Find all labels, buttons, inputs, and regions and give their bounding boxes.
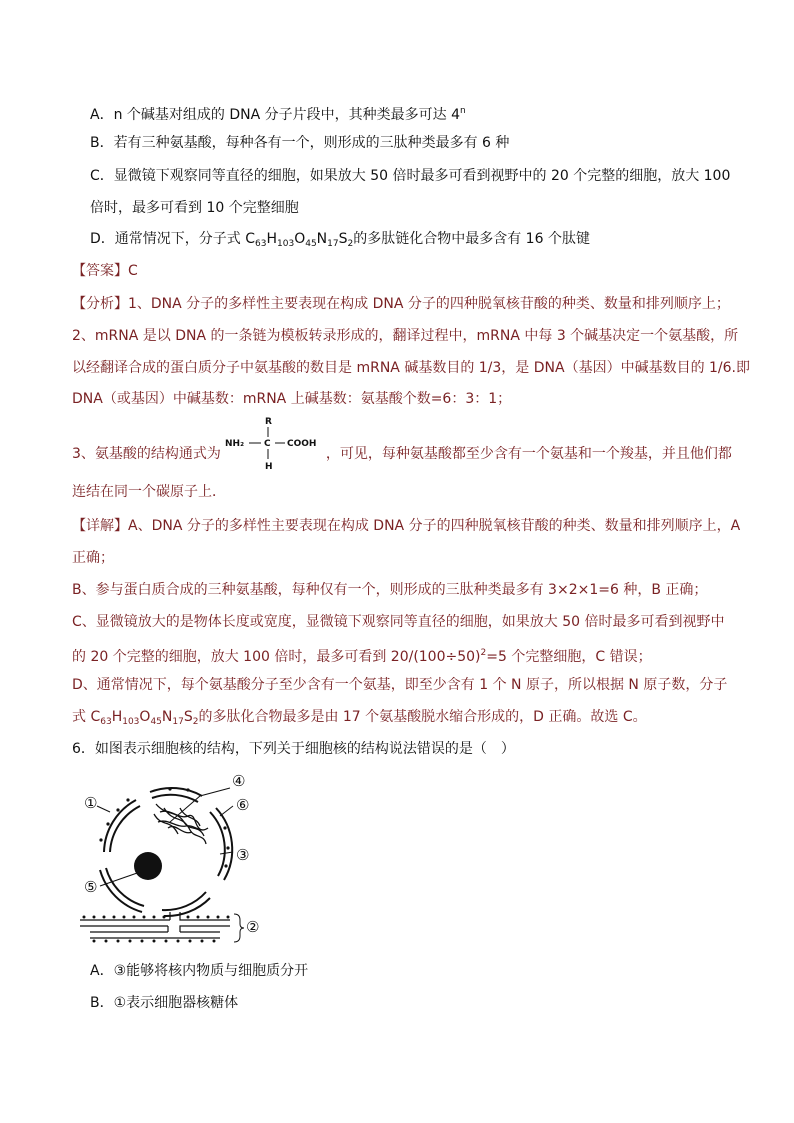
detail-line-4: C、显微镜放大的是物体长度或宽度，显微镜下观察同等直径的细胞，如果放大 50 倍时最多可看到视野中: [72, 614, 725, 630]
option-a: A．n 个碱基对组成的 DNA 分子片段中，其种类最多可达 4$^n$: [90, 106, 466, 123]
answer-line: 【答案】C: [72, 263, 138, 279]
er-brace: [234, 914, 244, 942]
nucleus-diagram: [70, 768, 270, 943]
label-2: ②: [246, 918, 260, 936]
structure-nh2: NH₂: [225, 439, 245, 449]
question-6-stem: 6．如图表示细胞核的结构，下列关于细胞核的结构说法错误的是（ ）: [72, 741, 515, 757]
detail-line-7: 式 $C_{63}H_{103}O_{45}N_{17}S_2$的多肽化合物最多是由 17 个氨基酸脱水缩合形成的，D 正确。故选 C。: [72, 709, 647, 727]
q6-option-b: B．①表示细胞器核糖体: [90, 995, 239, 1011]
analysis-line-3: 以经翻译合成的蛋白质分子中氨基酸的数目是 mRNA 碱基数目的 1/3，是 DNA（基因）中碱基数目的 1/6.即: [72, 360, 751, 376]
chromatin: [154, 804, 208, 844]
option-b: B．若有三种氨基酸，每种各有一个，则形成的三肽种类最多有 6 种: [90, 135, 510, 151]
analysis-line-1: 【分析】1、DNA 分子的多样性主要表现在构成 DNA 分子的四种脱氧核苷酸的种类、数量和排列顺序上；: [72, 296, 730, 312]
label-3: ③: [236, 846, 250, 864]
detail-line-5: 的 20 个完整的细胞，放大 100 倍时，最多可看到 $20/(100\div 50)^2=5$ 个完整细胞，C 错误；: [72, 648, 652, 665]
structure-c: C: [264, 439, 271, 449]
structure-cooh: COOH: [287, 439, 317, 449]
label-5: ⑤: [84, 878, 98, 896]
nuclear-envelope: [100, 788, 232, 916]
detail-line-3: B、参与蛋白质合成的三种氨基酸，每种仅有一个，则形成的三肽种类最多有 3×2×1=6 种，B 正确；: [72, 582, 708, 598]
envelope-ribosomes: [99, 787, 229, 867]
leader-lines: [97, 788, 233, 886]
detail-line-1: 【详解】A、DNA 分子的多样性主要表现在构成 DNA 分子的四种脱氧核苷酸的种类、数量和排列顺序上，A: [72, 518, 741, 534]
analysis-line-5: 3、氨基酸的结构通式为 R NH₂ C COOH H ，可见，每种氨基酸都至少含有一个氨基和一个羧基，并且他们都: [72, 434, 732, 474]
label-6: ⑥: [236, 796, 250, 814]
structure-h: H: [265, 462, 273, 472]
analysis-line-4: DNA（或基因）中碱基数：mRNA 上碱基数：氨基酸个数=6：3：1；: [72, 391, 512, 407]
option-c-line2: 倍时，最多可看到 10 个完整细胞: [90, 200, 299, 216]
option-d: D．通常情况下，分子式 $C_{63}H_{103}O_{45}N_{17}S_2$的多肽链化合物中最多含有 16 个肽键: [90, 231, 590, 249]
label-1: ①: [84, 794, 98, 812]
analysis-line-6: 连结在同一个碳原子上．: [72, 484, 226, 500]
label-4: ④: [232, 772, 246, 790]
q6-option-a: A．③能够将核内物质与细胞质分开: [90, 963, 309, 979]
nucleolus: [134, 852, 162, 880]
detail-line-6: D、通常情况下，每个氨基酸分子至少含有一个氨基，即至少含有 1 个 N 原子，所以根据 N 原子数，分子: [72, 677, 728, 693]
option-c-line1: C．显微镜下观察同等直径的细胞，如果放大 50 倍时最多可看到视野中的 20 个完整的细胞，放大 100: [90, 168, 731, 184]
amino-acid-structure: [225, 412, 321, 474]
structure-r: R: [265, 417, 273, 427]
analysis-line-2: 2、mRNA 是以 DNA 的一条链为模板转录形成的，翻译过程中，mRNA 中每 3 个碱基决定一个氨基酸，所: [72, 328, 739, 344]
detail-line-2: 正确；: [72, 550, 114, 566]
